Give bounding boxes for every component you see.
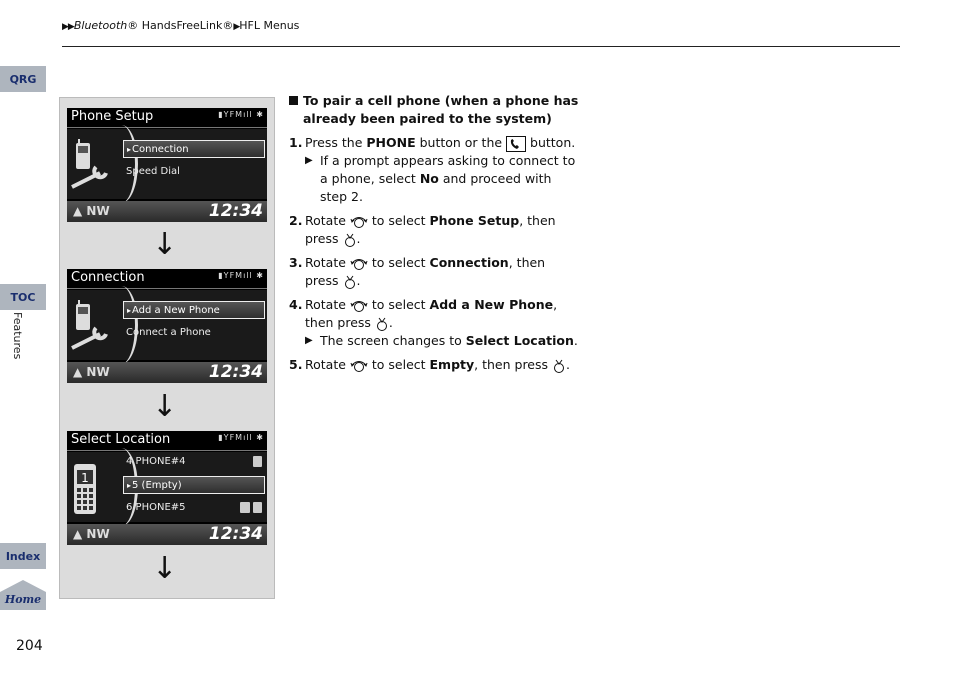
screen-connection <box>67 269 267 383</box>
down-arrow-icon: ↓ <box>152 389 178 424</box>
menu-item-speed-dial[interactable]: Speed Dial <box>126 166 180 177</box>
note-arrow-icon: ▶ <box>305 155 313 166</box>
breadcrumb-arrow-icon: ▶▶ <box>62 22 74 32</box>
down-arrow-icon: ↓ <box>152 551 178 586</box>
step-4 <box>289 296 579 350</box>
compass-heading-text: NW <box>86 204 110 218</box>
toc-tab[interactable]: TOC <box>0 284 46 310</box>
step-text: Rotate to select Phone Setup, then press . <box>305 213 556 246</box>
step-number: 1. <box>289 135 303 150</box>
screen-illustration-panel <box>59 97 275 599</box>
home-icon <box>0 580 46 610</box>
press-knob-icon <box>343 233 357 247</box>
screen-body <box>67 452 267 522</box>
compass-heading-text: NW <box>86 365 110 379</box>
screen-title-bar <box>67 269 267 289</box>
screen-status-bar <box>67 524 267 545</box>
step-number: 2. <box>289 213 303 228</box>
rotate-knob-icon <box>350 257 368 271</box>
screen-title-bar <box>67 108 267 128</box>
step-number: 5. <box>289 357 303 372</box>
screen-title: Connection <box>71 270 145 285</box>
rotate-knob-icon <box>350 215 368 229</box>
step-3 <box>289 254 579 290</box>
location-item-label: 6 PHONE#5 <box>126 502 186 513</box>
compass-heading: ▲ NW <box>73 365 110 379</box>
phonebook-badge-icon <box>240 502 250 513</box>
step-number: 3. <box>289 255 303 270</box>
location-item-5[interactable]: ▸ 5 (Empty) <box>123 476 265 494</box>
menu-item-add-new-phone[interactable]: ▸ Add a New Phone <box>123 301 265 319</box>
note-arrow-icon: ▶ <box>305 335 313 346</box>
status-icons: ▮YFMıll ✱ <box>218 433 264 442</box>
step-2 <box>289 212 579 248</box>
location-number: 1 <box>81 471 89 485</box>
step-1-note: ▶ If a prompt appears asking to connect to a phone, select No and proceed with step 2. <box>305 153 576 204</box>
step-1 <box>289 134 579 206</box>
screen-phone-setup <box>67 108 267 222</box>
screen-status-bar <box>67 201 267 222</box>
step-text: Rotate to select Empty, then press . <box>305 357 570 372</box>
menu-item-connection[interactable]: ▸ Connection <box>123 140 265 158</box>
index-tab[interactable]: Index <box>0 543 46 569</box>
qrg-tab[interactable]: QRG <box>0 66 46 92</box>
square-bullet-icon <box>289 96 298 105</box>
clock: 12:34 <box>208 362 263 382</box>
rotate-knob-icon <box>350 359 368 373</box>
step-4-note: ▶ The screen changes to Select Location. <box>305 333 578 348</box>
step-5 <box>289 356 579 374</box>
screen-body <box>67 290 267 360</box>
location-item-label: 4 PHONE#4 <box>126 456 186 467</box>
phone-button-icon <box>506 136 526 152</box>
breadcrumb <box>62 19 299 32</box>
phone-badge-icon <box>253 456 262 467</box>
section-label: Features <box>11 312 24 360</box>
heading-text: To pair a cell phone (when a phone has already been paired to the system) <box>303 93 579 126</box>
step-text: Rotate to select Connection, then press . <box>305 255 546 288</box>
breadcrumb-arrow-icon: ▶ <box>233 22 240 32</box>
step-number: 4. <box>289 297 303 312</box>
press-knob-icon <box>375 317 389 331</box>
screen-body <box>67 129 267 199</box>
instructions-heading <box>289 92 579 128</box>
signal-label: FM <box>229 271 244 280</box>
screen-select-location <box>67 431 267 545</box>
screen-title: Phone Setup <box>71 109 154 124</box>
clock: 12:34 <box>208 524 263 544</box>
compass-heading: ▲ NW <box>73 527 110 541</box>
screen-status-bar <box>67 362 267 383</box>
breadcrumb-handsfreelink[interactable]: ® HandsFreeLink® <box>127 19 234 32</box>
home-tab[interactable] <box>0 580 46 610</box>
breadcrumb-bluetooth[interactable]: Bluetooth <box>73 19 128 32</box>
press-knob-icon <box>343 275 357 289</box>
rotate-knob-icon <box>350 299 368 313</box>
signal-label: FM <box>229 433 244 442</box>
step-text: Press the PHONE button or the button. ▶ If a prompt appears asking to connect to a phone, select No and proceed with step 2. <box>305 134 579 206</box>
header-rule <box>62 46 900 47</box>
menu-item-connect-phone[interactable]: Connect a Phone <box>126 327 211 338</box>
clock: 12:34 <box>208 201 263 221</box>
signal-label: FM <box>229 110 244 119</box>
compass-heading: ▲ NW <box>73 204 110 218</box>
instructions <box>289 92 579 380</box>
status-icons: ▮YFMıll ✱ <box>218 271 264 280</box>
screen-title-bar <box>67 431 267 451</box>
home-label: Home <box>4 593 42 606</box>
step-text: Rotate to select Add a New Phone, then press . ▶ The screen changes to Select Location. <box>305 297 578 348</box>
screen-title: Select Location <box>71 432 171 447</box>
press-knob-icon <box>552 359 566 373</box>
location-item-6[interactable] <box>123 499 265 517</box>
phone-badge-icon <box>253 502 262 513</box>
compass-heading-text: NW <box>86 527 110 541</box>
location-item-4[interactable] <box>123 453 265 471</box>
page-number: 204 <box>16 638 43 654</box>
status-icons: ▮YFMıll ✱ <box>218 110 264 119</box>
down-arrow-icon: ↓ <box>152 227 178 262</box>
breadcrumb-hfl-menus[interactable]: HFL Menus <box>239 19 300 32</box>
